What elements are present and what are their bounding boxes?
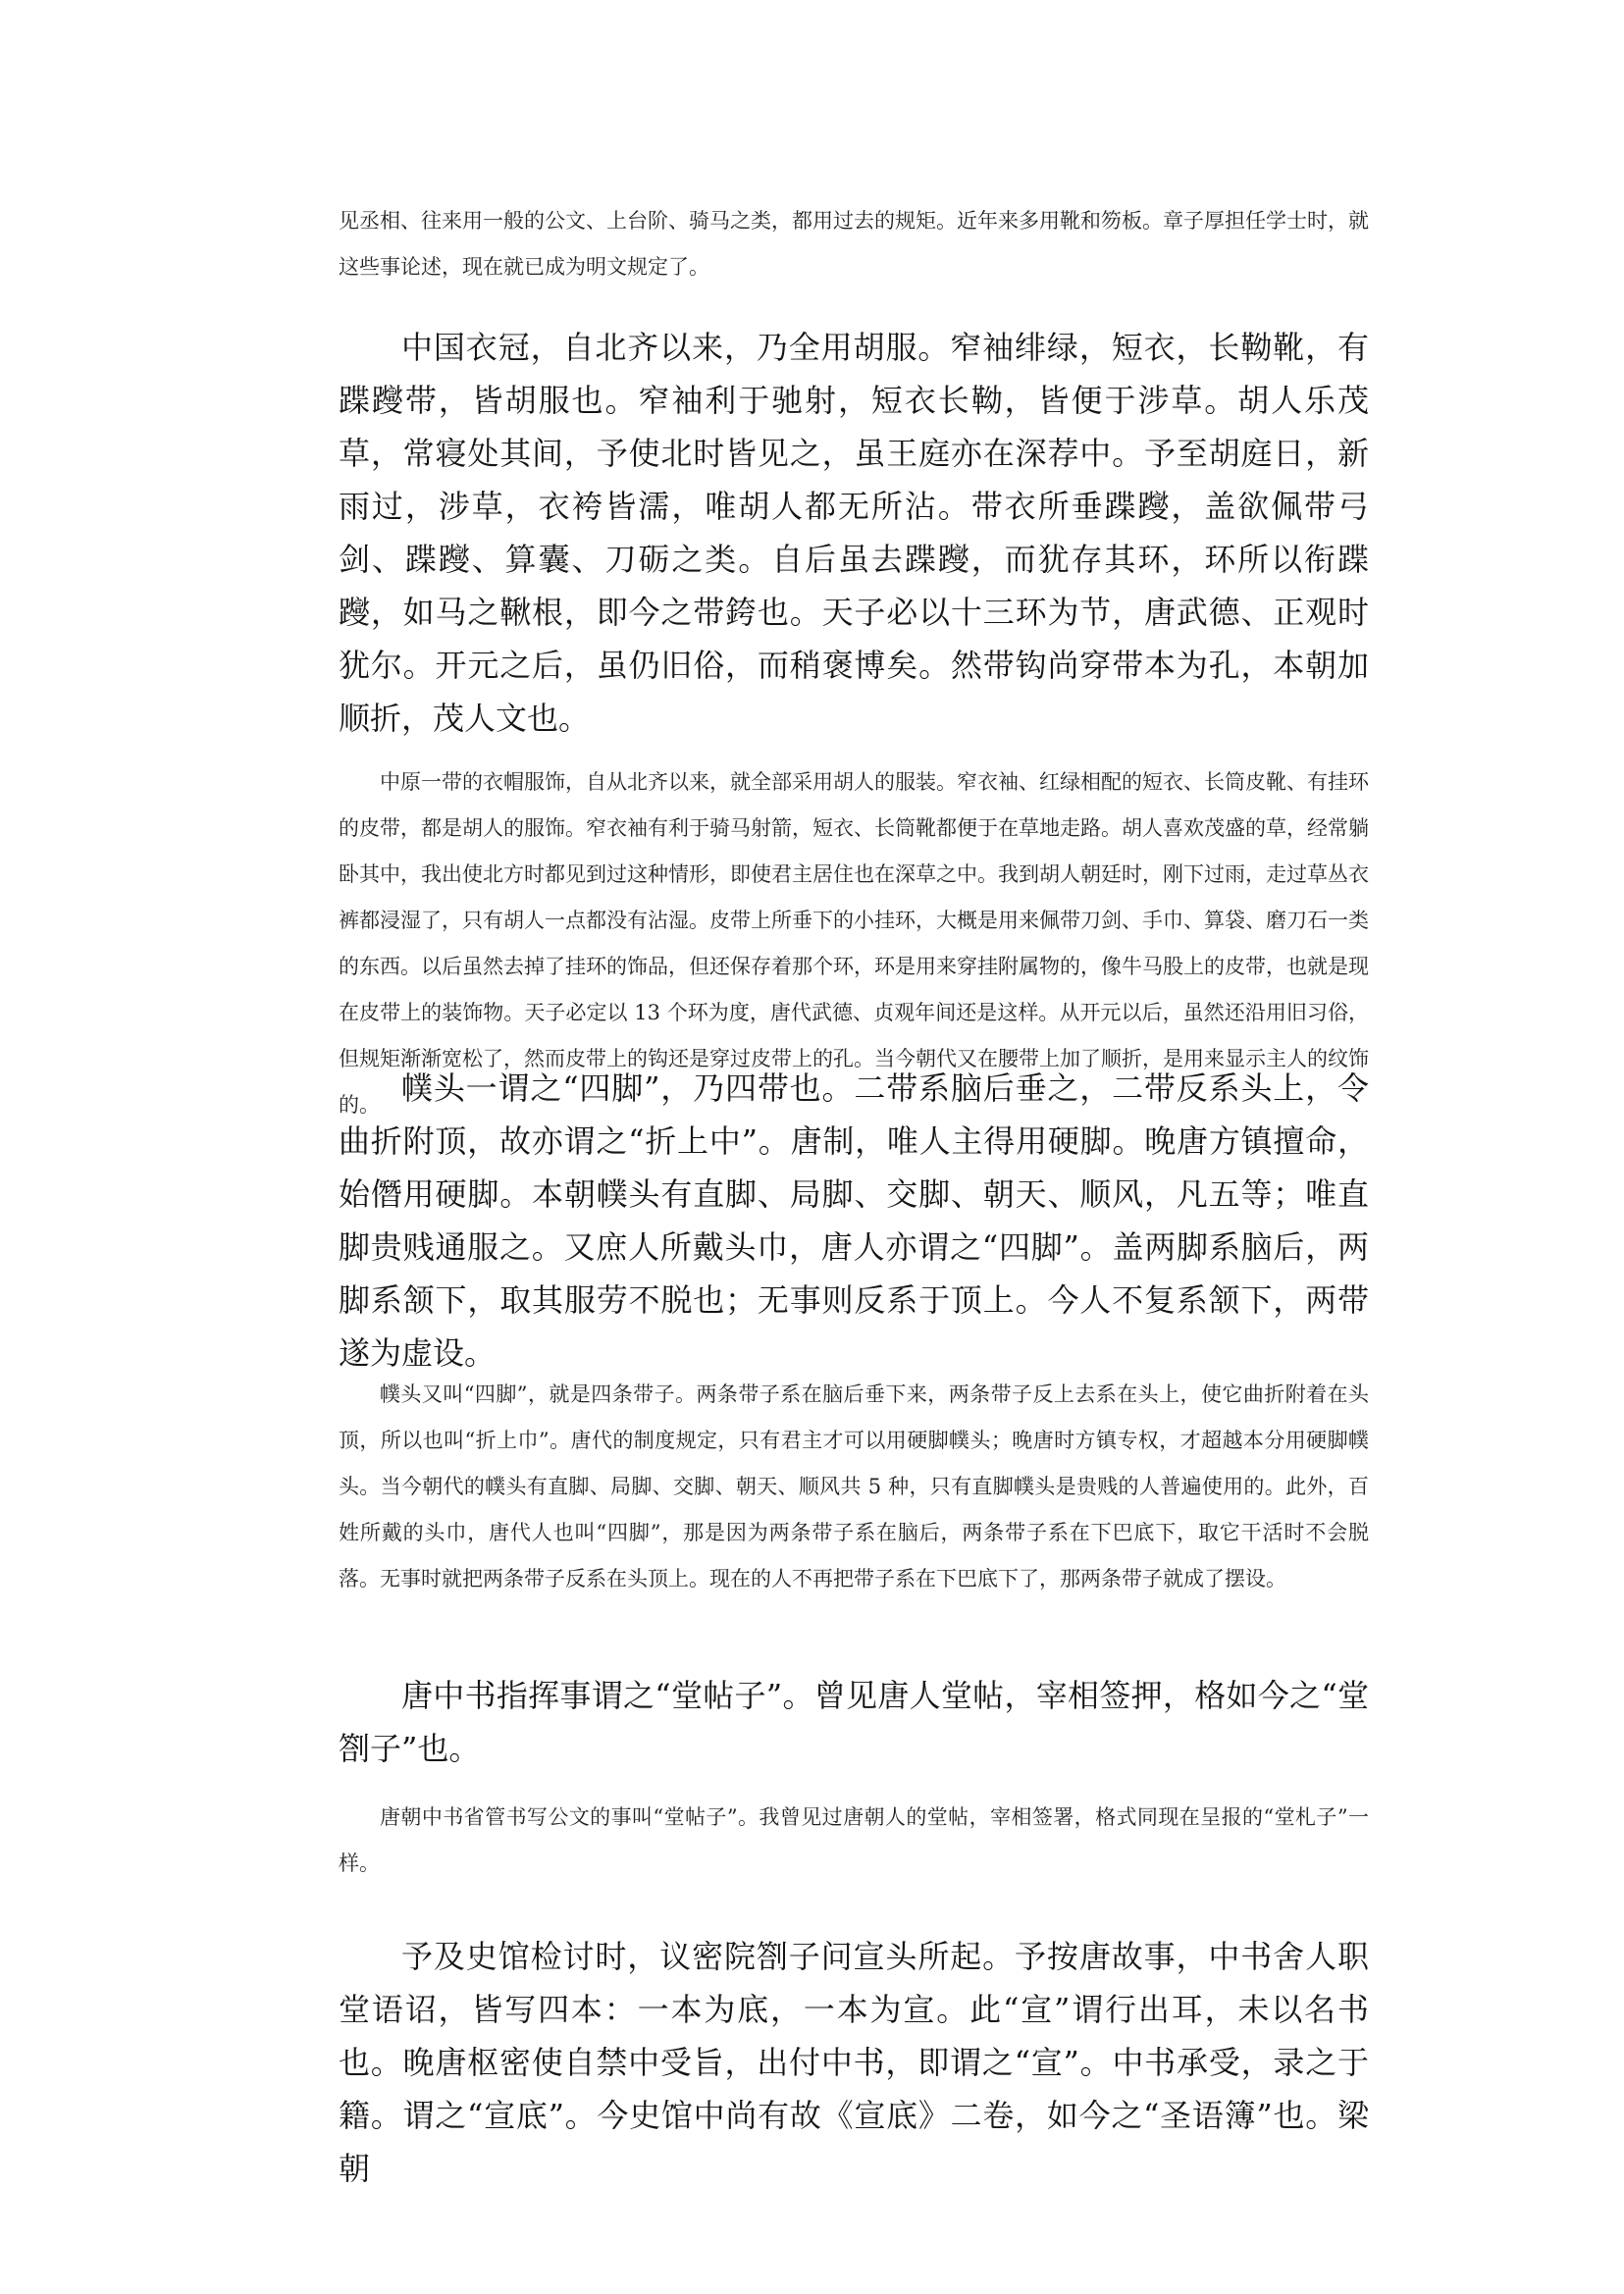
translation-paragraph: 中原一带的衣帽服饰，自从北齐以来，就全部采用胡人的服装。窄衣袖、红绿相配的短衣、长筒皮靴、有挂环的皮带，都是胡人的服饰。窄衣袖有利于骑马射箭，短衣、长筒靴都便于在草地走路。胡人喜欢茂盛的草，经常躺卧其中，我出使北方时都见到过这种情形，即使君主居住也在深草之中。我到胡人朝廷时，刚下过雨，走过草丛衣裤都浸湿了，只有胡人一点都没有沾湿。皮带上所垂下的小挂环，大概是用来佩带刀剑、手巾、算袋、磨刀石一类的东西。以后虽然去掉了挂环的饰品，但还保存着那个环，环是用来穿挂附属物的，像牛马股上的皮带，也就是现在皮带上的装饰物。天子必定以 13 个环为度，唐代武德、贞观年间还是这样。从开元以后，虽然还沿用旧习俗，但规矩渐渐宽松了，然而皮带上的钩还是穿过皮带上的孔。当今朝代又在腰带上加了顺折，是用来显示主人的纹饰的。 — [339, 770, 1369, 1117]
translation-paragraph: 幞头又叫“四脚”，就是四条带子。两条带子系在脑后垂下来，两条带子反上去系在头上，使它曲折附着在头顶，所以也叫“折上巾”。唐代的制度规定，只有君主才可以用硬脚幞头；晚唐时方镇专权，才超越本分用硬脚幞头。当今朝代的幞头有直脚、局脚、交脚、朝天、顺风共 5 种，只有直脚幞头是贵贱的人普遍使用的。此外，百姓所戴的头巾，唐代人也叫“四脚”，那是因为两条带子系在脑后，两条带子系在下巴底下，取它干活时不会脱落。无事时就把两条带子反系在头顶上。现在的人不再把带子系在下巴底下了，那两条带子就成了摆设。 — [339, 1382, 1369, 1590]
original-text-paragraph: 唐中书指挥事谓之“堂帖子”。曾见唐人堂帖，宰相签押，格如今之“堂劄子”也。 — [339, 1677, 1369, 1767]
original-text-paragraph: 幞头一谓之“四脚”，乃四带也。二带系脑后垂之，二带反系头上，令曲折附顶，故亦谓之“折上中”。唐制，唯人主得用硬脚。晚唐方镇擅命，始僭用硬脚。本朝幞头有直脚、局脚、交脚、朝天、顺风，凡五等；唯直脚贵贱通服之。又庶人所戴头巾，唐人亦谓之“四脚”。盖两脚系脑后，两脚系颔下，取其服劳不脱也；无事则反系于顶上。今人不复系颔下，两带遂为虚设。 — [339, 1069, 1369, 1372]
original-text-paragraph: 中国衣冠，自北齐以来，乃全用胡服。窄袖绯绿，短衣，长靿靴，有蹀躞带，皆胡服也。窄袖利于驰射，短衣长靿，皆便于涉草。胡人乐茂草，常寝处其间，予使北时皆见之，虽王庭亦在深荐中。予至胡庭日，新雨过，涉草，衣袴皆濡，唯胡人都无所沾。带衣所垂蹀躞，盖欲佩带弓剑、蹀躞、算囊、刀砺之类。自后虽去蹀躞，而犹存其环，环所以衔蹀躞，如马之鞦根，即今之带銙也。天子必以十三环为节，唐武德、正观时犹尔。开元之后，虽仍旧俗，而稍褒博矣。然带钩尚穿带本为孔，本朝加顺折，茂人文也。 — [339, 329, 1369, 737]
original-text-paragraph: 予及史馆检讨时，议密院劄子问宣头所起。予按唐故事，中书舍人职堂语诏，皆写四本：一本为底，一本为宣。此“宣”谓行出耳，未以名书也。晚唐枢密使自禁中受旨，出付中书，即谓之“宣”。中书承受，录之于籍。谓之“宣底”。今史馆中尚有故《宣底》二卷，如今之“圣语簿”也。梁朝 — [339, 1938, 1369, 2187]
translation-paragraph: 唐朝中书省管书写公文的事叫“堂帖子”。我曾见过唐朝人的堂帖，宰相签署，格式同现在呈报的“堂札子”一样。 — [339, 1805, 1369, 1875]
translation-paragraph: 见丞相、往来用一般的公文、上台阶、骑马之类，都用过去的规矩。近年来多用靴和笏板。章子厚担任学士时，就这些事论述，现在就已成为明文规定了。 — [339, 209, 1369, 279]
